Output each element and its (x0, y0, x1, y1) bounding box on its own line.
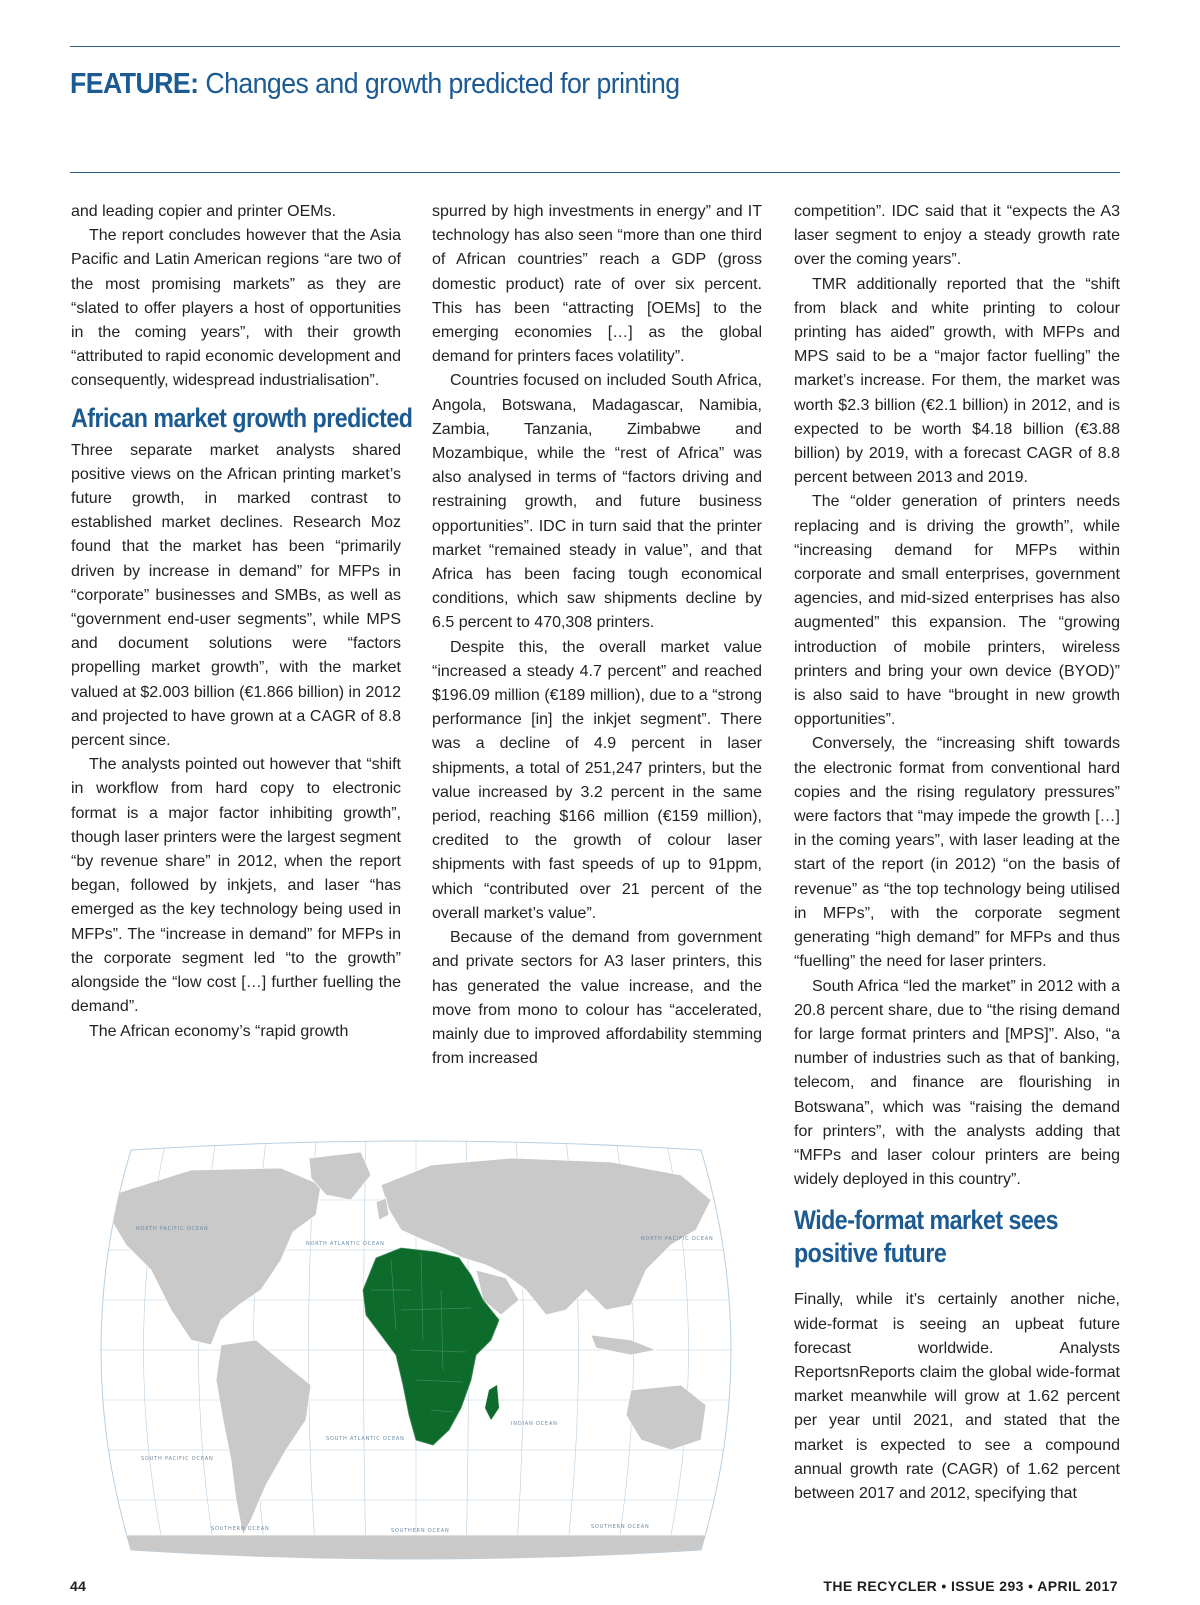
paragraph: The African economy’s “rapid growth (89, 1022, 349, 1040)
paragraph: competition”. IDC said that it “expects the A3 laser segment to enjoy a steady growth rate over the coming years”. (794, 203, 1120, 269)
antarctica-shape (71, 1535, 761, 1560)
paragraph: Countries focused on included South Africa, Angola, Botswana, Madagascar, Namibia, Zambia, Tanzania, Zimbabwe and Mozambique, while the “rest of Africa” was also analysed in terms of “factors driving and restraining growth, and future business opportunities”. IDC in turn said that the printer market “remained steady in value”, and that Africa has been facing tough economical conditions, which saw shipments decline by 6.5 percent to 470,308 printers. (432, 372, 762, 632)
paragraph: Conversely, the “increasing shift towards the electronic format from conventional hard copies and the rising regulatory pressures” were factors that “may impede the growth […] in the coming years”, with laser leading at the start of the report (in 2012) “on the basis of revenue” as “the top technology being utilised in MFPs”, with the corporate segment generating “high demand” for MFPs and thus “fuelling” the need for laser printers. (794, 735, 1120, 971)
feature-kicker: FEATURE: (70, 68, 199, 100)
label-south-atlantic: SOUTH ATLANTIC OCEAN (326, 1436, 405, 1442)
paragraph: spurred by high investments in energy” and IT technology has also seen “more than one third of African countries” reach a GDP (gross domestic product) rate of over six percent. This has been “attracting [OEMs] to the emerging economies […] as the global demand for printers faces volatility”. (432, 203, 762, 366)
paragraph: Three separate market analysts shared positive views on the African printing market’s future growth, in marked contrast to established market declines. Research Moz found that the market has been “primarily driven by increase in demand” for MFPs in “corporate” businesses and SMBs, as well as “government end-user segments”, while MPS and document solutions were “factors propelling market growth”, with the market valued at $2.003 billion (€1.866 billion) in 2012 and projected to have grown at a CAGR of 8.8 percent since. (71, 441, 402, 750)
paragraph: The “older generation of printers needs replacing and is driving the growth”, while “increasing demand for MFPs within corporate and small enterprises, government agencies, and mid-sized enterprises has also augmented” this expansion. The “growing introduction of mobile printers, wireless printers and bring your own device (BYOD)” is also said to have “brought in new growth opportunities”. (794, 493, 1120, 729)
page-number: 44 (70, 1578, 87, 1594)
section-heading-african-market: African market growth predicted (71, 402, 413, 433)
label-indian: INDIAN OCEAN (511, 1421, 558, 1427)
label-south-pacific: SOUTH PACIFIC OCEAN (141, 1456, 214, 1462)
label-southern-mid: SOUTHERN OCEAN (391, 1528, 450, 1534)
label-north-pacific-right: NORTH PACIFIC OCEAN (641, 1236, 714, 1242)
world-map-africa-highlight (71, 1140, 761, 1560)
paragraph: and leading copier and printer OEMs. (71, 203, 337, 220)
label-north-pacific-left: NORTH PACIFIC OCEAN (136, 1226, 209, 1232)
article-column-1 (71, 200, 413, 1044)
header-top-rule (70, 46, 1120, 47)
paragraph: The analysts pointed out however that “shift in workflow from hard copy to electronic format is a major factor inhibiting growth”, though laser printers were the largest segment “by revenue share” in 2012, when the report began, followed by inkjets, and laser “has emerged as the key technology being used in MFPs”. The “increase in demand” for MFPs in the corporate segment led “to the growth” alongside the “low cost […] further fuelling the demand”. (71, 756, 401, 1016)
paragraph: TMR additionally reported that the “shift from black and white printing to colour printing has aided” growth, with MFPs and MPS said to be a “major factor fuelling” the market’s increase. For them, the market was worth $2.3 billion (€2.1 billion) in 2012, and is expected to be worth $4.18 billion (€3.88 billion) by 2019, with a forecast CAGR of 8.8 percent between 2013 and 2019. (794, 275, 1120, 487)
feature-title: Changes and growth predicted for printing (205, 68, 680, 100)
label-southern-left: SOUTHERN OCEAN (211, 1526, 270, 1532)
publication-footer: THE RECYCLER • ISSUE 293 • APRIL 2017 (823, 1578, 1118, 1594)
paragraph: South Africa “led the market” in 2012 with a 20.8 percent share, due to “the rising demand for large format printers and [MPS]”. Also, “a number of industries such as that of banking, telecom, and finance are flourishing in Botswana”, which was “raising the demand for printers”, with the analysts adding that “MFPs and laser colour printers are being widely deployed in this country”. (794, 977, 1120, 1189)
page-title (70, 66, 680, 102)
paragraph: Because of the demand from government and private sectors for A3 laser printers, this has generated the value increase, and the move from mono to colour has “accelerated, mainly due to improved affordability stemming from increased (432, 929, 762, 1068)
label-north-atlantic: NORTH ATLANTIC OCEAN (306, 1241, 385, 1247)
article-column-3 (794, 200, 1120, 1506)
paragraph: Finally, while it’s certainly another niche, wide-format is seeing an upbeat future forecast worldwide. Analysts ReportsnReports claim the global wide-format market meanwhile will grow at 1.62 percent per year until 2021, and stated that the market is expected to see a compound annual growth rate (CAGR) of 1.62 percent between 2017 and 2012, specifying that (794, 1291, 1120, 1502)
label-southern-right: SOUTHERN OCEAN (591, 1524, 650, 1530)
header-bottom-rule (70, 172, 1120, 173)
section-heading-wide-format: Wide-format market sees positive future (794, 1205, 1059, 1269)
paragraph: The report concludes however that the Asia Pacific and Latin American regions “are two of the most promising markets” as they are “slated to offer players a host of opportunities in the coming years”, with their growth “attributed to rapid economic development and consequently, widespread industrialisation”. (71, 227, 401, 390)
article-column-2 (432, 200, 762, 1071)
paragraph: Despite this, the overall market value “increased a steady 4.7 percent” and reached $196.09 million (€189 million), due to a “strong performance [in] the inkjet segment”. There was a decline of 4.9 percent in laser shipments, a total of 251,247 printers, but the value increased by 3.2 percent in the same period, reaching $166 million (€159 million), credited to the growth of colour laser shipments with fast speeds of up to 91ppm, which “contributed over 21 percent of the overall market’s value”. (432, 638, 762, 922)
